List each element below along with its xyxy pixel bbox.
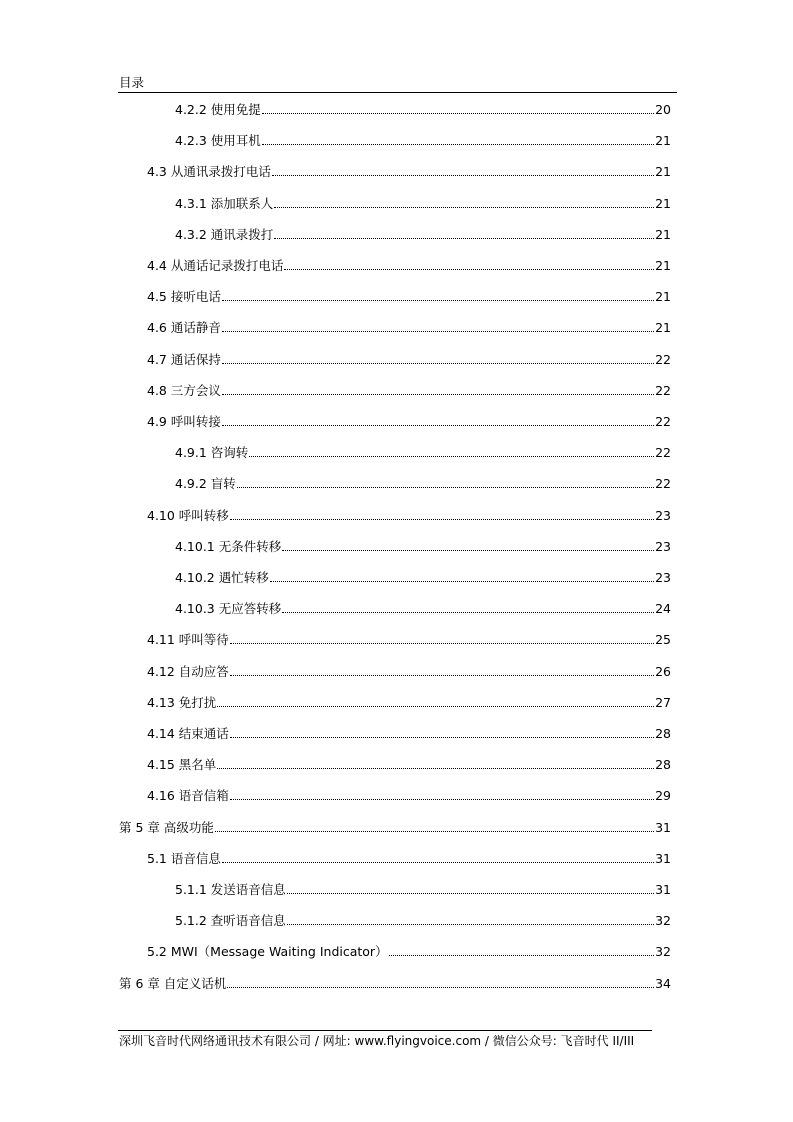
toc-entry[interactable]	[147, 755, 671, 773]
toc-entry[interactable]	[175, 474, 671, 492]
toc-entry-label: 4.12 自动应答	[147, 664, 229, 679]
toc-entry-page-number: 28	[655, 726, 671, 741]
toc-dot-leader	[230, 675, 654, 676]
toc-entry-label: 4.15 黑名单	[147, 757, 217, 772]
toc-entry-page-number: 24	[655, 601, 671, 616]
toc-entry-label: 4.16 语音信箱	[147, 788, 229, 803]
toc-entry[interactable]	[175, 599, 671, 617]
toc-entry[interactable]	[147, 412, 671, 430]
toc-dot-leader	[262, 144, 654, 145]
toc-entry[interactable]	[147, 162, 671, 180]
toc-dot-leader	[230, 799, 654, 800]
toc-entry-label: 4.7 通话保持	[147, 352, 221, 367]
toc-dot-leader	[284, 269, 654, 270]
toc-entry[interactable]	[175, 537, 671, 555]
toc-dot-leader	[282, 612, 654, 613]
page-header-title: 目录	[119, 75, 145, 90]
toc-entry-label: 第 5 章 高级功能	[119, 820, 214, 835]
toc-entry[interactable]	[147, 724, 671, 742]
toc-entry-label: 4.10.2 遇忙转移	[175, 570, 269, 585]
toc-entry-page-number: 22	[655, 476, 671, 491]
toc-dot-leader	[230, 643, 654, 644]
toc-entry-page-number: 22	[655, 445, 671, 460]
toc-dot-leader	[230, 519, 654, 520]
toc-dot-leader	[222, 363, 654, 364]
toc-entry[interactable]	[147, 786, 671, 804]
toc-entry-label: 4.9.2 盲转	[175, 476, 236, 491]
toc-dot-leader	[222, 862, 654, 863]
toc-entry[interactable]	[175, 131, 671, 149]
footer-divider	[118, 1030, 652, 1031]
toc-entry[interactable]	[119, 974, 671, 992]
toc-entry[interactable]	[175, 225, 671, 243]
toc-entry-label: 4.3.2 通讯录拨打	[175, 227, 274, 242]
toc-entry-page-number: 21	[655, 289, 671, 304]
toc-entry-label: 4.5 接听电话	[147, 289, 221, 304]
toc-entry[interactable]	[147, 318, 671, 336]
toc-entry-label: 4.10.1 无条件转移	[175, 539, 282, 554]
toc-entry-page-number: 31	[655, 820, 671, 835]
toc-entry-page-number: 29	[655, 788, 671, 803]
toc-entry-label: 4.13 免打扰	[147, 695, 217, 710]
toc-entry-label: 4.10.3 无应答转移	[175, 601, 282, 616]
toc-entry[interactable]	[175, 100, 671, 118]
toc-entry[interactable]	[119, 818, 671, 836]
toc-dot-leader	[227, 987, 654, 988]
toc-entry-page-number: 31	[655, 882, 671, 897]
toc-entry-page-number: 32	[655, 913, 671, 928]
toc-entry-label: 第 6 章 自定义话机	[119, 976, 227, 991]
toc-entry-label: 4.14 结束通话	[147, 726, 229, 741]
toc-entry-label: 4.11 呼叫等待	[147, 632, 229, 647]
toc-entry-label: 5.2 MWI（Message Waiting Indicator）	[147, 944, 388, 959]
toc-entry-page-number: 21	[655, 133, 671, 148]
toc-entry-label: 4.9 呼叫转接	[147, 414, 221, 429]
toc-entry[interactable]	[147, 506, 671, 524]
toc-entry-label: 4.2.3 使用耳机	[175, 133, 261, 148]
toc-dot-leader	[222, 425, 654, 426]
toc-dot-leader	[272, 175, 654, 176]
toc-entry[interactable]	[175, 911, 671, 929]
toc-entry-page-number: 32	[655, 944, 671, 959]
toc-entry-label: 4.4 从通话记录拨打电话	[147, 258, 284, 273]
toc-entry[interactable]	[175, 194, 671, 212]
toc-dot-leader	[217, 768, 654, 769]
toc-entry-page-number: 23	[655, 508, 671, 523]
toc-entry-page-number: 22	[655, 352, 671, 367]
toc-dot-leader	[274, 238, 654, 239]
toc-entry-label: 5.1.1 发送语音信息	[175, 882, 286, 897]
toc-dot-leader	[274, 207, 654, 208]
toc-dot-leader	[287, 893, 654, 894]
toc-entry-page-number: 21	[655, 196, 671, 211]
page-footer: 深圳飞音时代网络通讯技术有限公司 / 网址: www.flyingvoice.com / 微信公众号: 飞音时代 II/III	[119, 1034, 635, 1048]
toc-entry[interactable]	[147, 630, 671, 648]
toc-entry-label: 4.8 三方会议	[147, 383, 221, 398]
toc-entry-label: 4.6 通话静音	[147, 320, 221, 335]
toc-entry-label: 4.10 呼叫转移	[147, 508, 229, 523]
toc-entry[interactable]	[175, 443, 671, 461]
toc-entry-page-number: 21	[655, 227, 671, 242]
toc-entry-label: 4.2.2 使用免提	[175, 102, 261, 117]
toc-entry-page-number: 21	[655, 320, 671, 335]
toc-dot-leader	[287, 924, 654, 925]
toc-entry-page-number: 21	[655, 164, 671, 179]
toc-entry-page-number: 28	[655, 757, 671, 772]
toc-entry-label: 5.1 语音信息	[147, 851, 221, 866]
toc-entry[interactable]	[147, 849, 671, 867]
toc-entry[interactable]	[147, 942, 671, 960]
toc-dot-leader	[222, 394, 654, 395]
toc-entry[interactable]	[147, 350, 671, 368]
toc-entry-label: 5.1.2 查听语音信息	[175, 913, 286, 928]
toc-dot-leader	[222, 300, 654, 301]
toc-entry-page-number: 22	[655, 414, 671, 429]
toc-dot-leader	[270, 581, 654, 582]
toc-entry-page-number: 21	[655, 258, 671, 273]
toc-dot-leader	[237, 487, 654, 488]
toc-dot-leader	[215, 831, 654, 832]
toc-entry[interactable]	[175, 568, 671, 586]
toc-entry-page-number: 26	[655, 664, 671, 679]
toc-dot-leader	[230, 737, 654, 738]
toc-entry-page-number: 23	[655, 570, 671, 585]
toc-entry-label: 4.9.1 咨询转	[175, 445, 249, 460]
toc-entry[interactable]	[147, 693, 671, 711]
toc-entry-page-number: 27	[655, 695, 671, 710]
toc-entry-page-number: 20	[655, 102, 671, 117]
toc-entry-label: 4.3.1 添加联系人	[175, 196, 274, 211]
toc-dot-leader	[249, 456, 654, 457]
toc-entry[interactable]	[147, 287, 671, 305]
toc-entry[interactable]	[147, 256, 671, 274]
toc-entry[interactable]	[147, 381, 671, 399]
toc-entry[interactable]	[147, 662, 671, 680]
toc-dot-leader	[222, 331, 654, 332]
toc-entry-page-number: 22	[655, 383, 671, 398]
toc-entry[interactable]	[175, 880, 671, 898]
toc-entry-page-number: 34	[655, 976, 671, 991]
toc-entry-page-number: 31	[655, 851, 671, 866]
toc-dot-leader	[389, 955, 655, 956]
toc-entry-page-number: 25	[655, 632, 671, 647]
toc-dot-leader	[262, 113, 654, 114]
toc-entry-label: 4.3 从通讯录拨打电话	[147, 164, 271, 179]
toc-entry-page-number: 23	[655, 539, 671, 554]
toc-dot-leader	[217, 706, 654, 707]
toc-dot-leader	[282, 550, 654, 551]
